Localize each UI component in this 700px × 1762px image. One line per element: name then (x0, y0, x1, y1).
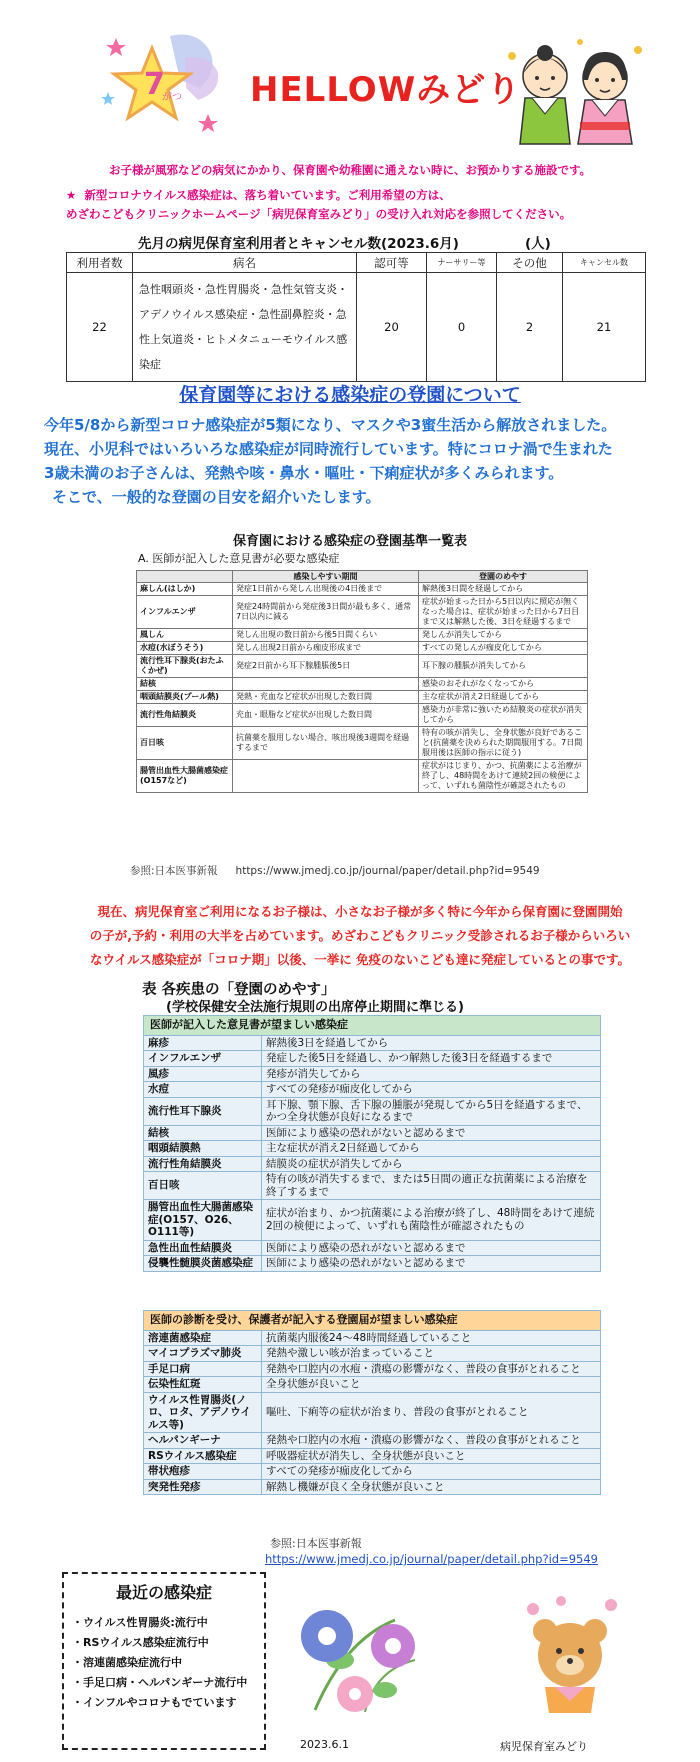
infectious-period: 発しん出現2日前から痂皮形成まで (233, 642, 419, 655)
disease-name: 急性出血性結膜炎 (144, 1240, 262, 1256)
stats-header-other: その他 (497, 253, 563, 273)
month-suffix: がつ (162, 92, 182, 103)
attendance-guide: 呼吸器症状が消失し、全身状態が良いこと (262, 1448, 601, 1464)
table-row (144, 1433, 601, 1449)
disease-name: ヘルパンギーナ (144, 1433, 262, 1449)
table-row (144, 1448, 601, 1464)
disease-name: 流行性角結膜炎 (137, 704, 233, 727)
section-body (44, 413, 684, 509)
table-row (144, 1125, 601, 1141)
attendance-guide: 感染力が非常に強いため結膜炎の症状が消失してから (419, 704, 588, 727)
table-row (144, 1082, 601, 1098)
table-row (137, 727, 588, 760)
section-line-3: 3歳未満のお子さんは、発熱や咳・鼻水・嘔吐・下痢症状が多くみられます。 (44, 464, 564, 482)
disease-name: 風疹 (144, 1066, 262, 1082)
disease-name: 腸管出血性大腸菌感染症(O157、O26、O111等) (144, 1200, 262, 1241)
notice-block (66, 186, 666, 224)
table-row (144, 1392, 601, 1433)
bear-icon (515, 1595, 625, 1715)
disease-name: 帯状疱疹 (144, 1464, 262, 1480)
disease-name: 流行性耳下腺炎 (144, 1097, 262, 1125)
notice-star-icon: ★ (66, 188, 77, 202)
section-line-1: 今年5/8から新型コロナ感染症が5類になり、マスクや3蜜生活から解放されました。 (44, 416, 617, 434)
recent-infections-list (72, 1613, 256, 1713)
table-row (144, 1240, 601, 1256)
disease-name: ウイルス性胃腸炎(ノロ、ロタ、アデノウイルス等) (144, 1392, 262, 1433)
attendance-guide: 全身状態が良いこと (262, 1377, 601, 1393)
reference-2-label: 参照:日本医事新報 (270, 1537, 362, 1550)
table-row (137, 760, 588, 793)
section-title: 保育園等における感染症の登園について (179, 384, 521, 406)
tanabata-kids-icon (500, 36, 650, 146)
table-row (144, 1066, 601, 1082)
attendance-guide: 症状が始まった日から5日以内に照応が無くなった場合は、症状が始まった日から7日目まで又は解熱した後、3日を経過するまで (419, 596, 588, 629)
table-row (144, 1361, 601, 1377)
recent-item: ・ 溶連菌感染症流行中 (72, 1653, 256, 1673)
recent-item: ・ RSウイルス感染症流行中 (72, 1633, 256, 1653)
attendance-guide: 主な症状が消え2日経過してから (419, 691, 588, 704)
table-row (144, 1330, 601, 1346)
clinic-message (40, 900, 680, 972)
infectious-period: 発症1日前から発しん出現後の4日後まで (233, 583, 419, 596)
infectious-period (233, 678, 419, 691)
infectious-period (233, 760, 419, 793)
intro-text: お子様が風邪などの病気にかかり、保育園や幼稚園に通えない時に、お預かりする施設です。 (108, 163, 592, 177)
attendance-guide: 耳下腺、顎下腺、舌下腺の腫脹が発現してから5日を経過するまで、かつ全身状態が良好になるまで (262, 1097, 601, 1125)
attendance-guide: 解熱後3日間を経過してから (419, 583, 588, 596)
table-a-body (137, 583, 588, 793)
table-a-header-period: 感染しやすい期間 (233, 571, 419, 583)
recent-infections-title: 最近の感染症 (115, 1583, 212, 1602)
table-a-header-blank (137, 571, 233, 583)
clinic-message-line-2: の子が,予約・利用の大半を占めています。めざわこどもクリニック受診されるお子様からいろい (89, 928, 631, 943)
recent-item: ・ インフルやコロナもでています (72, 1693, 256, 1713)
stats-table (66, 252, 646, 382)
attendance-guide: 解熱し機嫌が良く全身状態が良いこと (262, 1479, 601, 1495)
recent-item: ・ ウイルス性胃腸炎:流行中 (72, 1613, 256, 1633)
clinic-message-line-3: なウイルス感染症が「コロナ期」以後、一挙に 免疫のないこども達に発症しているとの事です。 (89, 952, 631, 967)
table-row (137, 691, 588, 704)
table-a-title: 保育園における感染症の登園基準一覧表 (232, 534, 467, 549)
table-row (137, 678, 588, 691)
attendance-guide: 医師により感染の恐れがないと認めるまで (262, 1125, 601, 1141)
section-line-2: 現在、小児科ではいろいろな感染症が同時流行しています。特にコロナ渦で生まれた (44, 440, 613, 458)
disease-name: 百日咳 (137, 727, 233, 760)
disease-name: 結核 (137, 678, 233, 691)
infectious-period: 発熱・充血など症状が出現した数日間 (233, 691, 419, 704)
disease-name: 結核 (144, 1125, 262, 1141)
attendance-guide: 発疹が消失してから (262, 1066, 601, 1082)
newsletter-title: HELLOWみどり (250, 70, 522, 110)
stats-header-ninka: 認可等 (357, 253, 427, 273)
attendance-guide: 医師により感染の恐れがないと認めるまで (262, 1240, 601, 1256)
stats-title: 先月の病児保育室利用者とキャンセル数(2023.6月) (138, 236, 459, 252)
disease-name: RSウイルス感染症 (144, 1448, 262, 1464)
attendance-guide: すべての発疹が痂皮化してから (262, 1082, 601, 1098)
table-row (144, 1097, 601, 1125)
disease-name: 腸管出血性大腸菌感染症(O157など) (137, 760, 233, 793)
disease-name: 風しん (137, 629, 233, 642)
table-row (144, 1479, 601, 1495)
attendance-guide: 結膜炎の症状が消失してから (262, 1156, 601, 1172)
stats-nursery: 0 (427, 273, 497, 382)
attendance-guide: 抗菌薬内服後24〜48時間経過していること (262, 1330, 601, 1346)
month-star-logo-icon (100, 28, 228, 138)
stats-diseases: 急性咽頭炎・急性胃腸炎・急性気管支炎・アデノウイルス感染症・急性副鼻腔炎・急性上気道炎・ヒトメタニューモウイルス感染症 (133, 273, 357, 382)
table-a-subtitle: A. 医師が記入した意見書が必要な感染症 (138, 552, 340, 565)
month-number: 7 (144, 67, 165, 102)
stats-header-disease: 病名 (133, 253, 357, 273)
notice-line-1: 新型コロナウイルス感染症は、落ち着いています。ご利用希望の方は、 (84, 188, 451, 202)
table-row (144, 1141, 601, 1157)
stats-ninka: 20 (357, 273, 427, 382)
attendance-guide: 耳下腺の腫脹が消失してから (419, 655, 588, 678)
disease-name: 水痘 (144, 1082, 262, 1098)
attendance-guide: 特有の咳が消失し、全身状態が良好であること(抗菌薬を決められた期間服用する。7日間服用後は医師の指示に従う) (419, 727, 588, 760)
table-row (144, 1464, 601, 1480)
stats-users: 22 (67, 273, 133, 382)
attendance-guide: 感染のおそれがなくなってから (419, 678, 588, 691)
reference-2-link[interactable]: https://www.jmedj.co.jp/journal/paper/detail.php?id=9549 (265, 1552, 598, 1566)
attendance-guide: 嘔吐、下痢等の症状が治まり、普段の食事がとれること (262, 1392, 601, 1433)
table-row (144, 1156, 601, 1172)
attendance-guide: 症状が治まり、かつ抗菌薬による治療が終了し、48時間をあけて連続2回の検便によって、いずれも菌陰性が確認されたもの (262, 1200, 601, 1241)
stats-other: 2 (497, 273, 563, 382)
issue-date: 2023.6.1 (300, 1738, 349, 1751)
attendance-guide: 症状がはじまり、かつ、抗菌薬による治療が終了し、48時間をあけて連続2回の検便によって、いずれも菌陰性が確認されたもの (419, 760, 588, 793)
table-row (137, 642, 588, 655)
disease-name: 伝染性紅斑 (144, 1377, 262, 1393)
table-row (144, 1172, 601, 1200)
table-row (137, 629, 588, 642)
table-row (144, 1256, 601, 1272)
attendance-guide: 発症した後5日を経過し、かつ解熱した後3日を経過するまで (262, 1051, 601, 1067)
stats-header-cancel: キャンセル数 (563, 253, 646, 273)
disease-name: 流行性耳下腺炎(おたふくかぜ) (137, 655, 233, 678)
table-b-section-1-header: 医師が記入した意見書が望ましい感染症 (144, 1016, 601, 1036)
table-row (137, 655, 588, 678)
attendance-guide: 発熱や口腔内の水疱・潰瘍の影響がなく、普段の食事がとれること (262, 1361, 601, 1377)
table-b-section-2-header: 医師の診断を受け、保護者が記入する登園届が望ましい感染症 (144, 1311, 601, 1331)
attendance-guide: すべての発疹が痂皮化してから (262, 1464, 601, 1480)
reference-1-label: 参照:日本医事新報 (130, 865, 218, 877)
disease-name: 侵襲性髄膜炎菌感染症 (144, 1256, 262, 1272)
table-a (136, 570, 588, 793)
table-row (137, 596, 588, 629)
stats-header-nursery: ナーサリー等 (427, 253, 497, 273)
disease-name: マイコプラズマ肺炎 (144, 1346, 262, 1362)
stats-header-users: 利用者数 (67, 253, 133, 273)
attendance-guide: 主な症状が消え2日経過してから (262, 1141, 601, 1157)
stats-header-row (67, 253, 646, 273)
attendance-guide: 医師により感染の恐れがないと認めるまで (262, 1256, 601, 1272)
clinic-message-line-1: 現在、病児保育室ご利用になるお子様は、小さなお子様が多く特に今年から保育園に登園開始 (97, 904, 623, 919)
disease-name: 麻しん(はしか) (137, 583, 233, 596)
table-row (144, 1346, 601, 1362)
table-a-header-guide: 登園のめやす (419, 571, 588, 583)
table-row (144, 1200, 601, 1241)
attendance-guide: 発しんが消失してから (419, 629, 588, 642)
attendance-guide: すべての発しんが痂皮化してから (419, 642, 588, 655)
header (0, 0, 700, 140)
morning-glory-icon (285, 1600, 435, 1720)
disease-name: 麻疹 (144, 1035, 262, 1051)
disease-name: 突発性発疹 (144, 1479, 262, 1495)
table-row (144, 1051, 601, 1067)
infectious-period: 充血・眼脂など症状が出現した数日間 (233, 704, 419, 727)
table-row (144, 1377, 601, 1393)
table-row (144, 1035, 601, 1051)
reference-1-url: https://www.jmedj.co.jp/journal/paper/detail.php?id=9549 (235, 865, 540, 877)
table-row (137, 583, 588, 596)
disease-name: 流行性角結膜炎 (144, 1156, 262, 1172)
table-b-section-2 (143, 1310, 601, 1495)
infectious-period: 発症24時間前から発症後3日間が最も多く、通常7日以内に減る (233, 596, 419, 629)
stats-data-row (67, 273, 646, 382)
infectious-period: 抗菌薬を服用しない場合、咳出現後3週間を経過するまで (233, 727, 419, 760)
table-b-title: 表 各疾患の「登園のめやす」 (142, 982, 336, 998)
table-row (137, 704, 588, 727)
attendance-guide: 発熱や口腔内の水疱・潰瘍の影響がなく、普段の食事がとれること (262, 1433, 601, 1449)
table-b-section-1 (143, 1015, 601, 1272)
attendance-guide: 発熱や激しい咳が治まっていること (262, 1346, 601, 1362)
attendance-guide: 特有の咳が消失するまで、または5日間の適正な抗菌薬による治療を終了するまで (262, 1172, 601, 1200)
attendance-guide: 解熱後3日を経過してから (262, 1035, 601, 1051)
disease-name: 水痘(水ぼうそう) (137, 642, 233, 655)
disease-name: インフルエンザ (144, 1051, 262, 1067)
reference-1 (130, 863, 540, 878)
disease-name: インフルエンザ (137, 596, 233, 629)
table-b-subtitle: (学校保健安全法施行規則の出席停止期間に準じる) (166, 1000, 464, 1015)
recent-infections-box (62, 1572, 266, 1750)
section-line-4: そこで、一般的な登園の目安を紹介いたします。 (52, 488, 381, 506)
disease-name: 咽頭結膜炎(プール熱) (137, 691, 233, 704)
recent-item: ・ 手足口病・ヘルパンギーナ流行中 (72, 1673, 256, 1693)
disease-name: 手足口病 (144, 1361, 262, 1377)
infectious-period: 発症2日前から耳下腺腫脹後5日 (233, 655, 419, 678)
infectious-period: 発しん出現の数日前から後5日間くらい (233, 629, 419, 642)
table-a-header-row (137, 571, 588, 583)
disease-name: 咽頭結膜熱 (144, 1141, 262, 1157)
disease-name: 溶連菌感染症 (144, 1330, 262, 1346)
notice-line-2: めざわこどもクリニックホームページ「病児保育室みどり」の受け入れ対応を参照してください。 (66, 207, 572, 221)
stats-cancel: 21 (563, 273, 646, 382)
disease-name: 百日咳 (144, 1172, 262, 1200)
stats-unit: (人) (525, 236, 551, 252)
signature: 病児保育室みどり (500, 1740, 588, 1753)
